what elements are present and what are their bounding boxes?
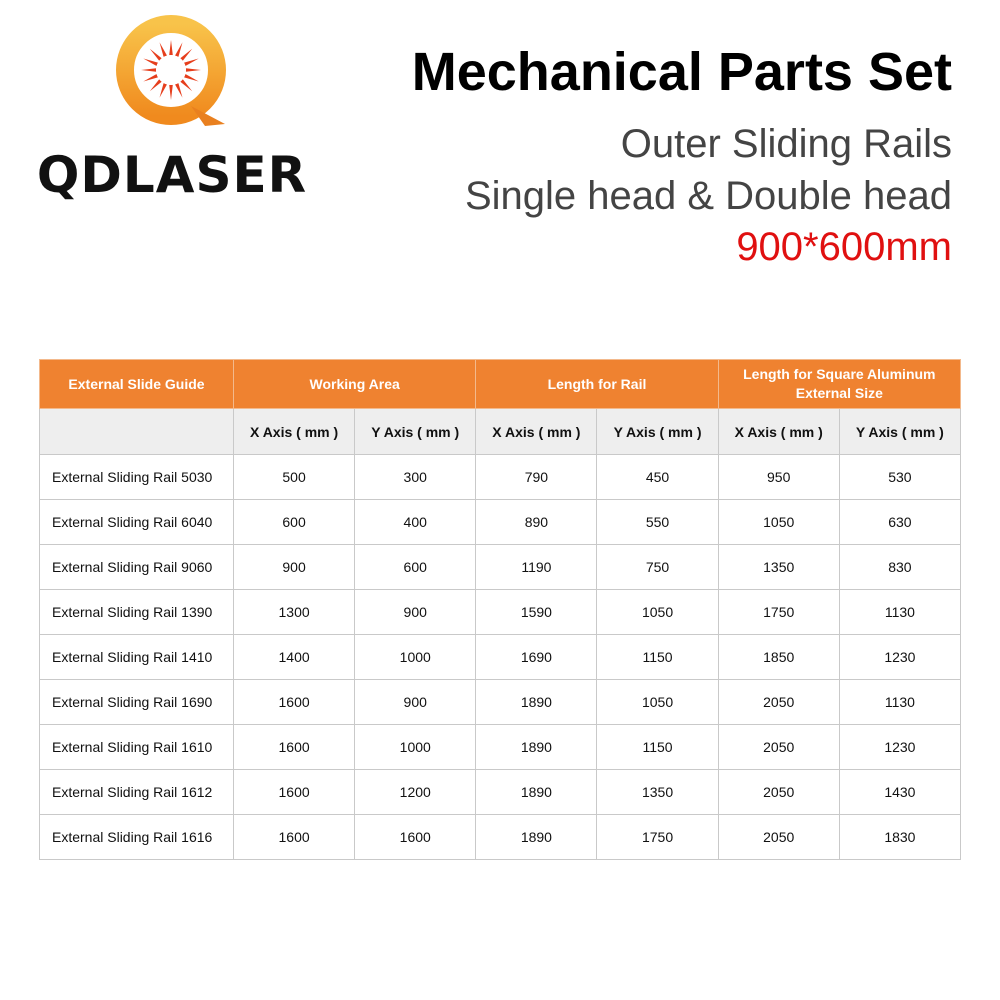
value-cell: 1590	[476, 590, 597, 635]
value-cell: 1850	[718, 635, 839, 680]
value-cell: 630	[839, 500, 960, 545]
value-cell: 1600	[234, 680, 355, 725]
spec-table	[39, 359, 961, 860]
group-header-row	[40, 360, 961, 409]
header-rail-length: Length for Rail	[476, 360, 718, 409]
value-cell: 1600	[355, 815, 476, 860]
value-cell: 1350	[718, 545, 839, 590]
value-cell: 500	[234, 455, 355, 500]
value-cell: 1430	[839, 770, 960, 815]
value-cell: 1000	[355, 635, 476, 680]
value-cell: 1750	[718, 590, 839, 635]
size-label: 900*600mm	[736, 225, 952, 269]
sun-ray	[169, 85, 173, 100]
value-cell: 1890	[476, 770, 597, 815]
rail-model-cell: External Sliding Rail 1390	[40, 590, 234, 635]
table-body	[40, 455, 961, 860]
sun-ring-logo-icon	[113, 14, 233, 132]
axis-header: X Axis ( mm )	[234, 409, 355, 455]
rail-model-cell: External Sliding Rail 1612	[40, 770, 234, 815]
value-cell: 1050	[718, 500, 839, 545]
value-cell: 530	[839, 455, 960, 500]
value-cell: 1600	[234, 725, 355, 770]
value-cell: 1150	[597, 635, 718, 680]
qdlaser-logo	[18, 14, 318, 214]
value-cell: 550	[597, 500, 718, 545]
value-cell: 1130	[839, 680, 960, 725]
sun-ray	[143, 59, 158, 67]
sun-ray	[184, 74, 199, 82]
header-working-area: Working Area	[234, 360, 476, 409]
sun-ray	[141, 68, 156, 72]
rail-model-cell: External Sliding Rail 1616	[40, 815, 234, 860]
sun-ray	[150, 79, 162, 91]
sun-ray	[150, 49, 162, 61]
axis-header-blank	[40, 409, 234, 455]
table-row	[40, 590, 961, 635]
value-cell: 1230	[839, 725, 960, 770]
value-cell: 1300	[234, 590, 355, 635]
axis-header: Y Axis ( mm )	[355, 409, 476, 455]
value-cell: 1690	[476, 635, 597, 680]
value-cell: 1890	[476, 725, 597, 770]
value-cell: 600	[234, 500, 355, 545]
sun-ray	[175, 83, 183, 98]
header-aluminum-size	[718, 360, 960, 409]
axis-header: X Axis ( mm )	[718, 409, 839, 455]
sun-ray	[160, 42, 168, 57]
subtitle-rails: Outer Sliding Rails	[620, 122, 952, 166]
header-guide: External Slide Guide	[40, 360, 234, 409]
axis-header: Y Axis ( mm )	[839, 409, 960, 455]
value-cell: 1130	[839, 590, 960, 635]
value-cell: 1350	[597, 770, 718, 815]
value-cell: 1600	[234, 770, 355, 815]
table-row	[40, 725, 961, 770]
rail-model-cell: External Sliding Rail 6040	[40, 500, 234, 545]
table-row	[40, 545, 961, 590]
value-cell: 1890	[476, 680, 597, 725]
rail-model-cell: External Sliding Rail 1410	[40, 635, 234, 680]
table-row	[40, 500, 961, 545]
sun-ray	[180, 49, 192, 61]
sun-ray	[160, 83, 168, 98]
value-cell: 1830	[839, 815, 960, 860]
sun-ray	[186, 68, 201, 72]
value-cell: 2050	[718, 725, 839, 770]
value-cell: 2050	[718, 815, 839, 860]
rail-model-cell: External Sliding Rail 1690	[40, 680, 234, 725]
header-aluminum-line2: External Size	[795, 385, 883, 401]
value-cell: 2050	[718, 770, 839, 815]
sun-ray	[184, 59, 199, 67]
value-cell: 1200	[355, 770, 476, 815]
sun-ray	[175, 42, 183, 57]
header-aluminum-line1: Length for Square Aluminum	[743, 366, 936, 382]
table-row	[40, 770, 961, 815]
table-row	[40, 635, 961, 680]
value-cell: 1050	[597, 590, 718, 635]
value-cell: 400	[355, 500, 476, 545]
value-cell: 900	[355, 590, 476, 635]
rail-model-cell: External Sliding Rail 9060	[40, 545, 234, 590]
value-cell: 1150	[597, 725, 718, 770]
value-cell: 900	[355, 680, 476, 725]
value-cell: 890	[476, 500, 597, 545]
headline	[412, 40, 952, 272]
value-cell: 1890	[476, 815, 597, 860]
page-title: Mechanical Parts Set	[411, 42, 952, 102]
axis-header: X Axis ( mm )	[476, 409, 597, 455]
value-cell: 750	[597, 545, 718, 590]
value-cell: 830	[839, 545, 960, 590]
brand-wordmark: QDLASER	[36, 146, 308, 204]
sun-ray	[180, 79, 192, 91]
subtitle-heads: Single head & Double head	[464, 174, 952, 218]
value-cell: 1000	[355, 725, 476, 770]
value-cell: 1050	[597, 680, 718, 725]
value-cell: 600	[355, 545, 476, 590]
value-cell: 1230	[839, 635, 960, 680]
axis-header: Y Axis ( mm )	[597, 409, 718, 455]
sun-ray	[169, 40, 173, 55]
table-row	[40, 455, 961, 500]
value-cell: 950	[718, 455, 839, 500]
table-row	[40, 815, 961, 860]
value-cell: 1600	[234, 815, 355, 860]
value-cell: 2050	[718, 680, 839, 725]
value-cell: 450	[597, 455, 718, 500]
axis-header-row	[40, 409, 961, 455]
rail-model-cell: External Sliding Rail 5030	[40, 455, 234, 500]
sun-ray	[143, 74, 158, 82]
rail-model-cell: External Sliding Rail 1610	[40, 725, 234, 770]
value-cell: 300	[355, 455, 476, 500]
value-cell: 900	[234, 545, 355, 590]
table-row	[40, 680, 961, 725]
value-cell: 1750	[597, 815, 718, 860]
value-cell: 1190	[476, 545, 597, 590]
value-cell: 1400	[234, 635, 355, 680]
value-cell: 790	[476, 455, 597, 500]
